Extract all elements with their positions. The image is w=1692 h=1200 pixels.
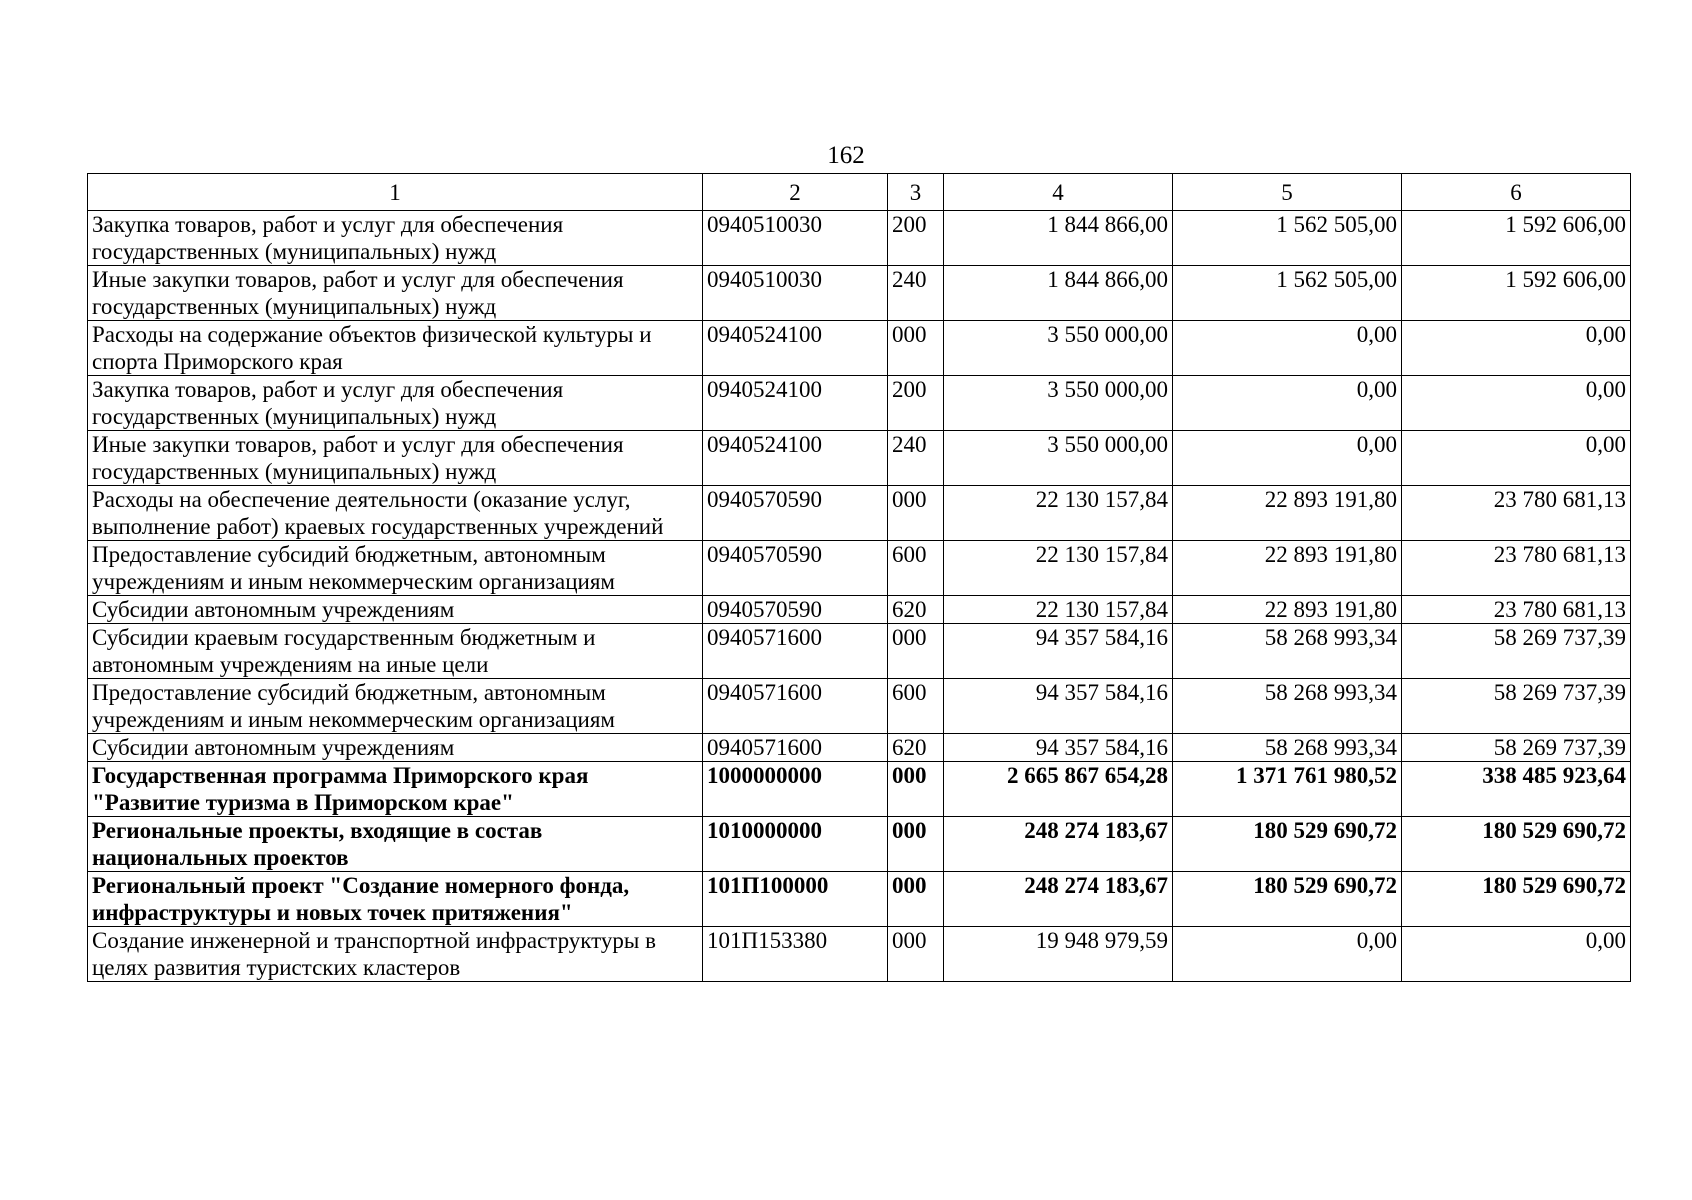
row-type-cell: 000 xyxy=(888,872,944,927)
row-name-cell: Закупка товаров, работ и услуг для обеспечения государственных (муниципальных) нужд xyxy=(88,211,703,266)
row-code-cell: 0940524100 xyxy=(703,431,888,486)
row-code-cell: 1000000000 xyxy=(703,762,888,817)
row-value-col5: 180 529 690,72 xyxy=(1173,872,1402,927)
column-header: 3 xyxy=(888,174,944,211)
row-type-cell: 200 xyxy=(888,211,944,266)
row-value-col4: 94 357 584,16 xyxy=(944,624,1173,679)
page-number: 162 xyxy=(827,142,865,169)
row-value-col6: 0,00 xyxy=(1402,376,1631,431)
budget-table xyxy=(87,173,1631,982)
table-row xyxy=(88,541,1631,596)
row-name-cell: Предоставление субсидий бюджетным, автономным учреждениям и иным некоммерческим организациям xyxy=(88,541,703,596)
table-row xyxy=(88,321,1631,376)
row-name-cell: Создание инженерной и транспортной инфраструктуры в целях развития туристских кластеров xyxy=(88,927,703,982)
column-header: 4 xyxy=(944,174,1173,211)
row-code-cell: 0940570590 xyxy=(703,486,888,541)
row-name-cell: Закупка товаров, работ и услуг для обеспечения государственных (муниципальных) нужд xyxy=(88,376,703,431)
column-header: 1 xyxy=(88,174,703,211)
row-value-col6: 1 592 606,00 xyxy=(1402,266,1631,321)
table-row xyxy=(88,762,1631,817)
row-value-col6: 180 529 690,72 xyxy=(1402,872,1631,927)
row-value-col6: 0,00 xyxy=(1402,431,1631,486)
row-value-col4: 19 948 979,59 xyxy=(944,927,1173,982)
table-row xyxy=(88,211,1631,266)
row-value-col4: 2 665 867 654,28 xyxy=(944,762,1173,817)
row-type-cell: 600 xyxy=(888,541,944,596)
row-type-cell: 000 xyxy=(888,624,944,679)
row-value-col5: 1 562 505,00 xyxy=(1173,211,1402,266)
row-name-cell: Предоставление субсидий бюджетным, автономным учреждениям и иным некоммерческим организациям xyxy=(88,679,703,734)
row-code-cell: 0940571600 xyxy=(703,734,888,762)
row-value-col4: 1 844 866,00 xyxy=(944,266,1173,321)
row-code-cell: 0940570590 xyxy=(703,541,888,596)
row-name-cell: Расходы на обеспечение деятельности (оказание услуг, выполнение работ) краевых государственных учреждений xyxy=(88,486,703,541)
row-code-cell: 0940524100 xyxy=(703,321,888,376)
row-type-cell: 240 xyxy=(888,431,944,486)
row-name-cell: Субсидии автономным учреждениям xyxy=(88,596,703,624)
row-name-cell: Региональный проект "Создание номерного фонда, инфраструктуры и новых точек притяжения" xyxy=(88,872,703,927)
column-header: 5 xyxy=(1173,174,1402,211)
table-row xyxy=(88,266,1631,321)
table-row xyxy=(88,596,1631,624)
row-name-cell: Иные закупки товаров, работ и услуг для обеспечения государственных (муниципальных) нужд xyxy=(88,266,703,321)
row-value-col6: 58 269 737,39 xyxy=(1402,679,1631,734)
table-row xyxy=(88,486,1631,541)
row-value-col6: 58 269 737,39 xyxy=(1402,624,1631,679)
row-type-cell: 000 xyxy=(888,486,944,541)
row-code-cell: 101П100000 xyxy=(703,872,888,927)
table-body xyxy=(88,211,1631,982)
row-type-cell: 000 xyxy=(888,321,944,376)
row-type-cell: 240 xyxy=(888,266,944,321)
row-value-col5: 0,00 xyxy=(1173,376,1402,431)
row-code-cell: 0940570590 xyxy=(703,596,888,624)
row-value-col6: 338 485 923,64 xyxy=(1402,762,1631,817)
row-type-cell: 620 xyxy=(888,734,944,762)
table-row xyxy=(88,872,1631,927)
row-name-cell: Региональные проекты, входящие в состав национальных проектов xyxy=(88,817,703,872)
table-row xyxy=(88,624,1631,679)
row-code-cell: 0940571600 xyxy=(703,679,888,734)
header-row xyxy=(88,174,1631,211)
column-header: 2 xyxy=(703,174,888,211)
table-row xyxy=(88,927,1631,982)
row-name-cell: Расходы на содержание объектов физической культуры и спорта Приморского края xyxy=(88,321,703,376)
row-name-cell: Субсидии краевым государственным бюджетным и автономным учреждениям на иные цели xyxy=(88,624,703,679)
row-value-col4: 248 274 183,67 xyxy=(944,872,1173,927)
row-value-col5: 0,00 xyxy=(1173,431,1402,486)
row-value-col5: 1 562 505,00 xyxy=(1173,266,1402,321)
row-value-col6: 180 529 690,72 xyxy=(1402,817,1631,872)
row-value-col4: 3 550 000,00 xyxy=(944,431,1173,486)
row-value-col6: 0,00 xyxy=(1402,927,1631,982)
row-code-cell: 0940510030 xyxy=(703,266,888,321)
row-value-col6: 23 780 681,13 xyxy=(1402,541,1631,596)
row-type-cell: 620 xyxy=(888,596,944,624)
row-code-cell: 0940524100 xyxy=(703,376,888,431)
row-value-col4: 1 844 866,00 xyxy=(944,211,1173,266)
row-value-col5: 58 268 993,34 xyxy=(1173,624,1402,679)
row-value-col4: 22 130 157,84 xyxy=(944,486,1173,541)
table-row xyxy=(88,817,1631,872)
row-type-cell: 000 xyxy=(888,817,944,872)
row-code-cell: 0940571600 xyxy=(703,624,888,679)
row-value-col5: 22 893 191,80 xyxy=(1173,596,1402,624)
row-type-cell: 000 xyxy=(888,762,944,817)
row-value-col5: 22 893 191,80 xyxy=(1173,486,1402,541)
row-value-col6: 58 269 737,39 xyxy=(1402,734,1631,762)
table-row xyxy=(88,734,1631,762)
row-value-col4: 94 357 584,16 xyxy=(944,734,1173,762)
row-value-col5: 180 529 690,72 xyxy=(1173,817,1402,872)
row-value-col5: 0,00 xyxy=(1173,927,1402,982)
row-value-col6: 23 780 681,13 xyxy=(1402,486,1631,541)
row-value-col6: 23 780 681,13 xyxy=(1402,596,1631,624)
row-value-col4: 3 550 000,00 xyxy=(944,376,1173,431)
row-value-col6: 1 592 606,00 xyxy=(1402,211,1631,266)
row-code-cell: 0940510030 xyxy=(703,211,888,266)
row-value-col5: 22 893 191,80 xyxy=(1173,541,1402,596)
table-row xyxy=(88,376,1631,431)
table-row xyxy=(88,679,1631,734)
row-value-col4: 94 357 584,16 xyxy=(944,679,1173,734)
row-code-cell: 101П153380 xyxy=(703,927,888,982)
row-type-cell: 600 xyxy=(888,679,944,734)
column-header: 6 xyxy=(1402,174,1631,211)
row-value-col5: 58 268 993,34 xyxy=(1173,734,1402,762)
row-value-col4: 22 130 157,84 xyxy=(944,541,1173,596)
row-value-col4: 3 550 000,00 xyxy=(944,321,1173,376)
row-code-cell: 1010000000 xyxy=(703,817,888,872)
row-type-cell: 000 xyxy=(888,927,944,982)
row-value-col4: 248 274 183,67 xyxy=(944,817,1173,872)
row-value-col4: 22 130 157,84 xyxy=(944,596,1173,624)
row-name-cell: Иные закупки товаров, работ и услуг для обеспечения государственных (муниципальных) нужд xyxy=(88,431,703,486)
row-name-cell: Субсидии автономным учреждениям xyxy=(88,734,703,762)
row-name-cell: Государственная программа Приморского края "Развитие туризма в Приморском крае" xyxy=(88,762,703,817)
row-value-col6: 0,00 xyxy=(1402,321,1631,376)
row-value-col5: 0,00 xyxy=(1173,321,1402,376)
row-value-col5: 58 268 993,34 xyxy=(1173,679,1402,734)
table-row xyxy=(88,431,1631,486)
row-value-col5: 1 371 761 980,52 xyxy=(1173,762,1402,817)
row-type-cell: 200 xyxy=(888,376,944,431)
